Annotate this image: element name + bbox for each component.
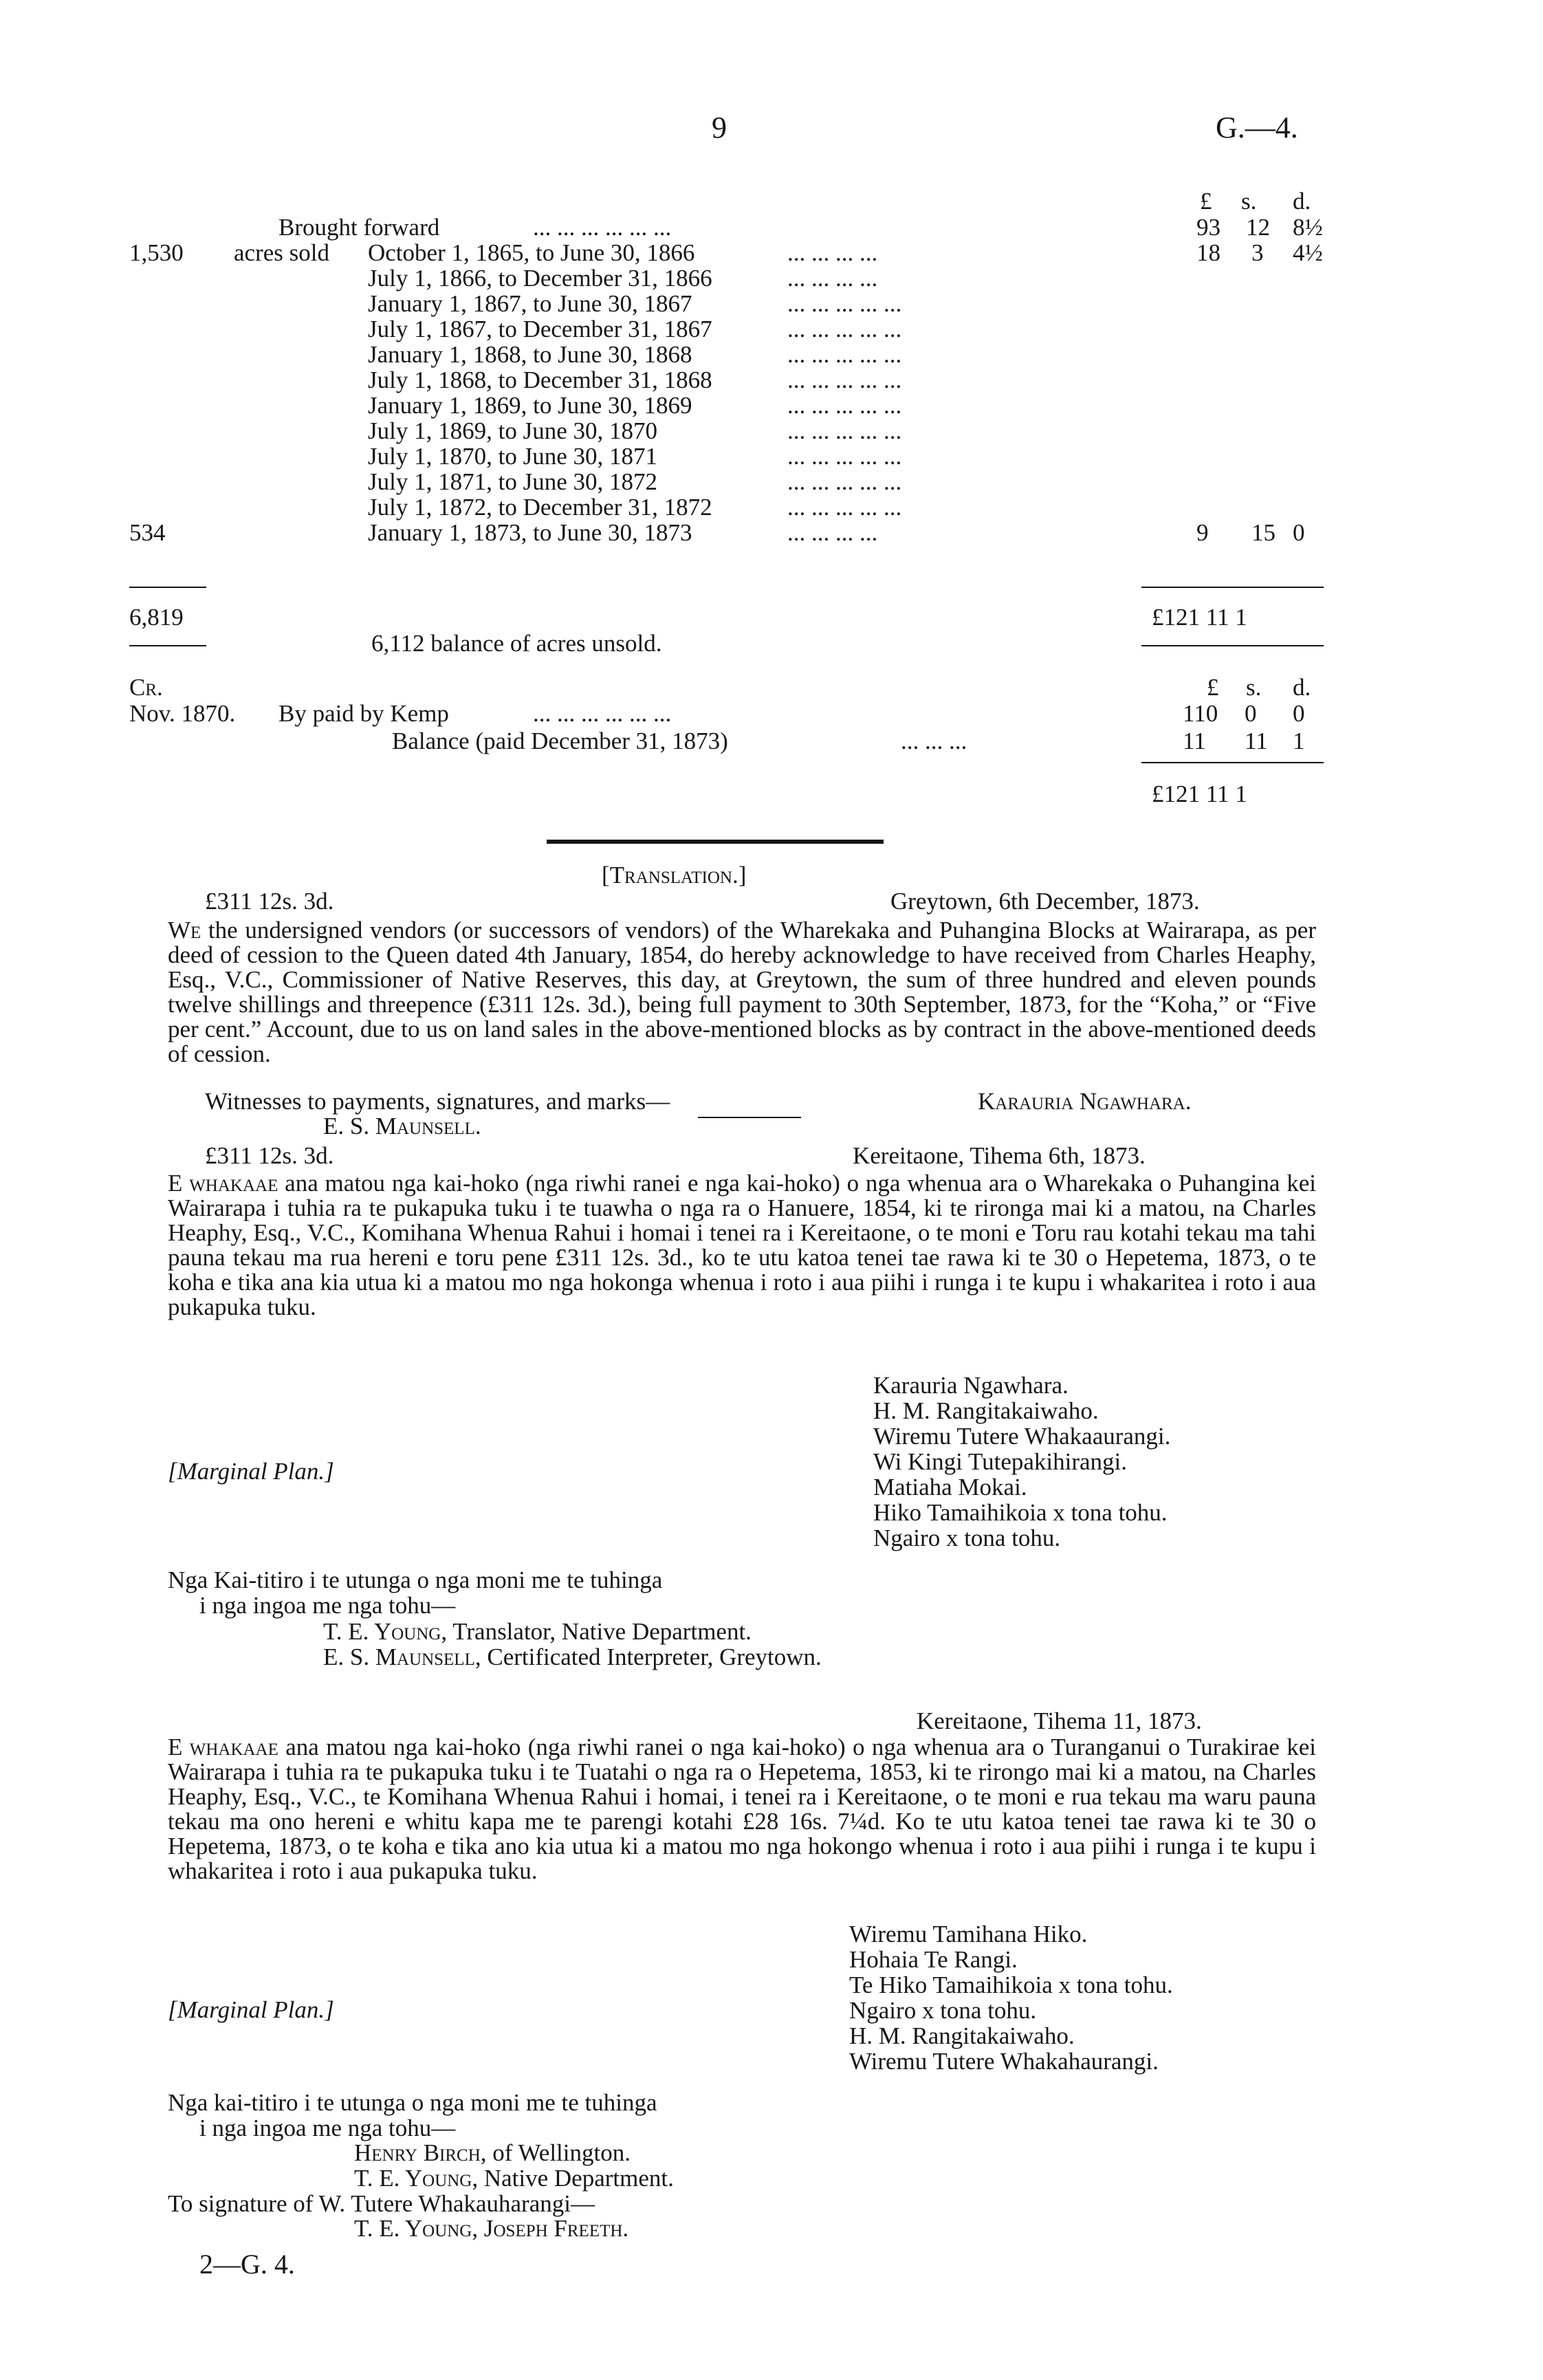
translation-amount: £311 12s. 3d.: [205, 888, 334, 915]
ledger-period: January 1, 1868, to June 30, 1868: [368, 341, 692, 368]
currency-head-pence: d.: [1293, 188, 1311, 215]
receipt1-witness-1-role: , Translator, Native Department.: [441, 1618, 752, 1645]
receipt1-witness-2-name: E. S. Maunsell: [323, 1644, 475, 1670]
ledger-shillings: 15: [1251, 519, 1276, 546]
ledger-period: July 1, 1872, to December 31, 1872: [368, 494, 712, 521]
ledger-period: July 1, 1871, to June 30, 1872: [368, 468, 657, 495]
receipt1-place-date: Kereitaone, Tihema 6th, 1873.: [853, 1142, 1146, 1169]
ledger-period: July 1, 1870, to June 30, 1871: [368, 443, 657, 470]
credit-text: By paid by Kemp: [278, 700, 449, 727]
receipt2-para-lead: E whakaae: [168, 1734, 278, 1760]
signature-line: Ngairo x tona tohu.: [849, 1997, 1037, 2024]
ledger-dots: ... ... ... ...: [787, 519, 878, 546]
amount-rule-bottom: [1141, 645, 1324, 646]
receipt2-signature-of-label: To signature of: [168, 2190, 314, 2217]
receipt1-witness-2: [323, 1645, 822, 1670]
receipt2-place-date: Kereitaone, Tihema 11, 1873.: [917, 1707, 1202, 1734]
translation-heading: [Translation.]: [602, 862, 747, 888]
brought-forward-dots: ... ... ... ... ... ...: [533, 214, 672, 241]
receipt1-witness-heading-1: Nga Kai-titiro i te utunga o nga moni me te tuhinga: [168, 1566, 663, 1593]
credit-rule-top: [1141, 762, 1324, 763]
credit-shillings: 11: [1245, 728, 1268, 754]
signature-line: Matiaha Mokai.: [873, 1474, 1027, 1500]
receipt2-signature-witness-a: T. E. Young: [354, 2215, 472, 2242]
currency-head-shillings: s.: [1241, 188, 1257, 215]
credit-total: £121 11 1: [1152, 780, 1247, 807]
translation-witness-name: E. S. Maunsell.: [323, 1113, 481, 1139]
receipt2-signature-of-name: W. Tutere Whakauharangi—: [318, 2190, 595, 2217]
credit-pence: 0: [1293, 700, 1305, 727]
signature-line: Hiko Tamaihikoia x tona tohu.: [873, 1499, 1168, 1526]
credit-head-shillings: s.: [1246, 674, 1262, 701]
ledger-acres: 534: [129, 519, 166, 546]
receipt2-signature-witness-sep: ,: [472, 2215, 484, 2242]
credit-shillings: 0: [1245, 700, 1257, 727]
ledger-acres: 1,530: [129, 239, 184, 266]
credit-label: Cr.: [129, 674, 163, 701]
report-code: G.—4.: [1216, 111, 1298, 144]
translation-para-lead: We: [168, 917, 201, 943]
currency-head-pounds: £: [1200, 188, 1212, 215]
ledger-period: July 1, 1866, to December 31, 1866: [368, 265, 712, 292]
credit-dots: ... ... ... ... ... ...: [533, 700, 672, 727]
ledger-dots: ... ... ... ... ...: [787, 367, 902, 393]
ledger-period: July 1, 1869, to June 30, 1870: [368, 417, 657, 444]
receipt1-witness-heading-2: i nga ingoa me nga tohu—: [199, 1592, 456, 1619]
ledger-period: January 1, 1873, to June 30, 1873: [368, 519, 692, 546]
total-amount: £121 11 1: [1152, 604, 1247, 631]
signature-line: Karauria Ngawhara.: [873, 1372, 1069, 1399]
receipt2-witness-1: [354, 2141, 631, 2165]
receipt1-witness-1: [323, 1619, 752, 1644]
signature-line: Te Hiko Tamaihikoia x tona tohu.: [849, 1972, 1173, 1998]
ledger-dots: ... ... ... ... ...: [787, 494, 902, 521]
brought-forward-shillings: 12: [1246, 214, 1270, 241]
receipt2-witness-2: [354, 2166, 674, 2191]
signature-line: Wiremu Tutere Whakahaurangi.: [849, 2048, 1159, 2075]
credit-date: Nov. 1870.: [129, 700, 236, 727]
receipt1-marginal-plan: [Marginal Plan.]: [168, 1458, 334, 1485]
ledger-shillings: 3: [1251, 239, 1264, 266]
acres-rule-top: [129, 587, 206, 588]
translation-witness-line: Witnesses to payments, signatures, and marks—: [205, 1088, 670, 1115]
ledger-period: January 1, 1869, to June 30, 1869: [368, 392, 692, 419]
ledger-dots: ... ... ... ... ...: [787, 316, 902, 342]
translation-para-body: the undersigned vendors (or successors of vendors) of the Wharekaka and Puhangina Blocks at Wairarapa, as per deed of cession to the Queen dated 4th January, 1854, do hereby acknowledge to have received from Charles Heaphy, Esq., V.C., Commissioner of Native Reserves, this day, at Greytown, the sum of three hundred and eleven pounds twelve shillings and threepence (£311 12s. 3d.), being full payment to 30th September, 1873, for the “Koha,” or “Five per cent.” Account, due to us on land sales in the above-mentioned blocks as by contract in the above-mentioned deeds of cession.: [168, 917, 1316, 1067]
ledger-pounds: 9: [1196, 519, 1209, 546]
receipt2-marginal-plan: [Marginal Plan.]: [168, 1996, 334, 2023]
ledger-pence: 4½: [1293, 239, 1323, 266]
receipt2-witness-2-role: , Native Department.: [472, 2165, 674, 2192]
amount-rule-top: [1141, 587, 1324, 588]
receipt2-witness-heading-1: Nga kai-titiro i te utunga o nga moni me te tuhinga: [168, 2089, 657, 2116]
credit-text: Balance (paid December 31, 1873): [392, 728, 728, 754]
receipt2-signature-of: [168, 2192, 595, 2216]
section-divider: [547, 840, 884, 844]
ledger-prefix: acres sold: [234, 239, 329, 266]
signature-line: H. M. Rangitakaiwaho.: [849, 2022, 1075, 2049]
signature-line: Ngairo x tona tohu.: [873, 1525, 1061, 1551]
receipt1-para-body: ana matou nga kai-hoko (nga riwhi ranei e nga kai-hoko) o nga whenua ara o Wharekaka o Puhangina kei Wairarapa i tuhia ra te pukapuka tuku i te tuawha o nga ra o Hanuere, 1854, ki te rironga mai ki a matou, na Charles Heaphy, Esq., V.C., Komihana Whenua Rahui i homai i tenei ra i Kereitaone, o te moni e Toru rau kotahi tekau ma tahi pauna tekau ma rua hereni e toru pene £311 12s. 3d., ko te utu katoa tenei tae rawa ki te 30 o Hepetema, 1873, o te koha e tika ana kia utua ki a matou mo nga hokonga whenua i roto i aua piihi i runga i te kupu i whakaritea i roto i aua pukapuka tuku.: [168, 1170, 1316, 1320]
balance-note: 6,112 balance of acres unsold.: [371, 630, 662, 657]
signature-mark: 2—G. 4.: [199, 2249, 295, 2280]
signature-line: Wiremu Tamihana Hiko.: [849, 1921, 1088, 1947]
credit-pounds: 11: [1183, 728, 1206, 754]
ledger-dots: ... ... ... ...: [787, 239, 878, 266]
receipt2-witness-1-role: , of Wellington.: [480, 2139, 631, 2166]
receipt1-amount: £311 12s. 3d.: [205, 1142, 334, 1169]
ledger-dots: ... ... ... ... ...: [787, 341, 902, 368]
receipt2-witness-1-name: Henry Birch: [354, 2139, 481, 2166]
signature-line: Hohaia Te Rangi.: [849, 1946, 1018, 1973]
credit-head-pounds: £: [1207, 674, 1219, 701]
page-number: 9: [712, 111, 727, 144]
receipt2-para-body: ana matou nga kai-hoko (nga riwhi ranei o nga kai-hoko) o nga whenua ara o Turanganui o Turakirae kei Wairarapa i tuhia ra te pukapuka tuku i te Tuatahi o nga ra o Hepetema, 1853, ki te rirongo mai ki a matou, na Charles Heaphy, Esq., V.C., te Komihana Whenua Rahui i homai, i tenei ra i Kereitaone, o te moni e rua tekau ma waru pauna tekau ma ono hereni e whitu kapa me te parengi kotahi £28 16s. 7¼d. Ko te utu katoa tenei tae rawa ki te 30 o Hepetema, 1873, o te koha e tika ano kia utua ki a matou mo nga hokongo whenua i roto i aua piihi i runga i te kupu i whakaritea i roto i aua pukapuka tuku.: [168, 1734, 1316, 1884]
receipt2-signature-witness-b: Joseph Freeth.: [483, 2215, 629, 2242]
acres-rule-bottom: [129, 645, 206, 646]
ledger-dots: ... ... ... ... ...: [787, 392, 902, 419]
ledger-dots: ... ... ... ... ...: [787, 417, 902, 444]
ledger-pounds: 18: [1196, 239, 1221, 266]
brought-forward-pounds: 93: [1196, 214, 1221, 241]
credit-head-pence: d.: [1293, 674, 1311, 701]
ledger-period: October 1, 1865, to June 30, 1866: [368, 239, 695, 266]
receipt2-paragraph: [168, 1735, 1316, 1884]
translation-rule: [698, 1117, 801, 1118]
receipt1-witness-1-name: T. E. Young: [323, 1618, 441, 1645]
ledger-dots: ... ... ... ... ...: [787, 468, 902, 495]
receipt2-witness-heading-2: i nga ingoa me nga tohu—: [199, 2115, 456, 2141]
signature-line: Wiremu Tutere Whakaaurangi.: [873, 1423, 1171, 1450]
translation-signatory: Karauria Ngawhara.: [978, 1088, 1192, 1115]
ledger-pence: 0: [1293, 519, 1305, 546]
ledger-dots: ... ... ... ...: [787, 265, 878, 292]
ledger-dots: ... ... ... ... ...: [787, 290, 902, 317]
receipt1-paragraph: [168, 1171, 1316, 1320]
credit-pounds: 110: [1183, 700, 1218, 727]
receipt1-witness-2-role: , Certificated Interpreter, Greytown.: [474, 1644, 822, 1670]
signature-line: Wi Kingi Tutepakihirangi.: [873, 1448, 1128, 1475]
ledger-period: January 1, 1867, to June 30, 1867: [368, 290, 692, 317]
brought-forward-pence: 8½: [1293, 214, 1323, 241]
translation-place-date: Greytown, 6th December, 1873.: [890, 888, 1200, 915]
brought-forward-label: Brought forward: [278, 214, 440, 241]
credit-pence: 1: [1293, 728, 1305, 754]
credit-dots: ... ... ...: [901, 728, 967, 754]
receipt1-para-lead: E whakaae: [168, 1170, 278, 1197]
ledger-dots: ... ... ... ... ...: [787, 443, 902, 470]
receipt2-witness-2-name: T. E. Young: [354, 2165, 472, 2192]
receipt2-signature-witnesses: [354, 2216, 628, 2241]
ledger-period: July 1, 1868, to December 31, 1868: [368, 367, 712, 393]
signature-line: H. M. Rangitakaiwaho.: [873, 1397, 1099, 1424]
translation-paragraph: [168, 918, 1316, 1067]
ledger-period: July 1, 1867, to December 31, 1867: [368, 316, 712, 342]
total-acres: 6,819: [129, 604, 184, 631]
